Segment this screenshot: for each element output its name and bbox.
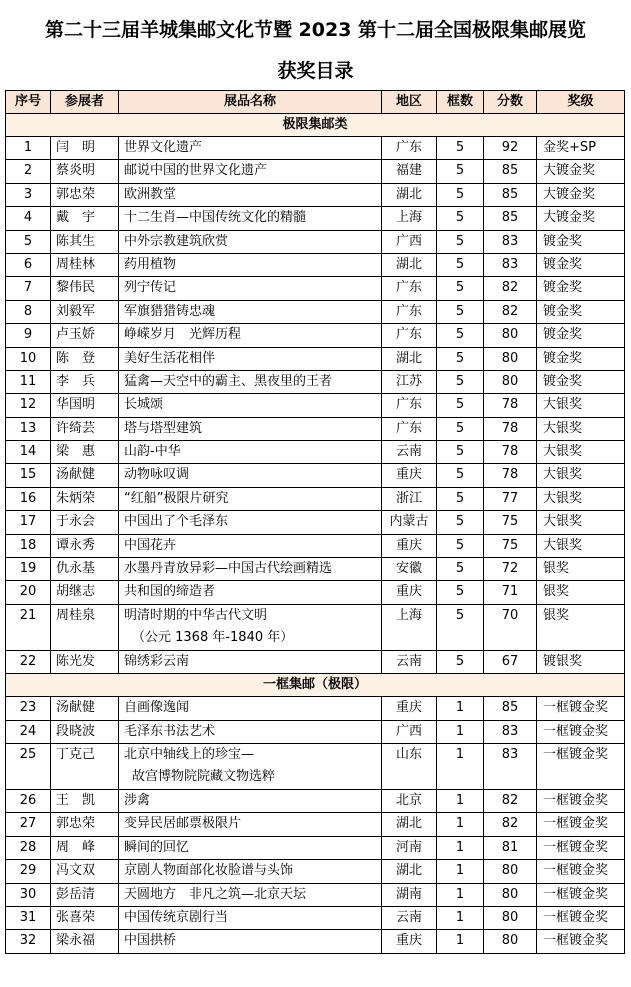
frame-count: 5 bbox=[437, 370, 484, 393]
region: 广东 bbox=[382, 277, 437, 300]
region: 江苏 bbox=[382, 370, 437, 393]
row-number: 25 bbox=[6, 743, 51, 789]
score: 80 bbox=[484, 347, 537, 370]
table-row bbox=[6, 230, 625, 253]
score: 71 bbox=[484, 581, 537, 604]
exhibit-title: 中国花卉 bbox=[119, 534, 382, 557]
exhibitor-name: 黎伟民 bbox=[51, 277, 119, 300]
table-row bbox=[6, 558, 625, 581]
row-number: 29 bbox=[6, 860, 51, 883]
frame-count: 5 bbox=[437, 230, 484, 253]
exhibit-title: 长城颂 bbox=[119, 394, 382, 417]
row-number: 27 bbox=[6, 813, 51, 836]
award-level: 一框镀金奖 bbox=[537, 860, 625, 883]
table-row bbox=[6, 581, 625, 604]
exhibit-title: 军旗猎猎铸忠魂 bbox=[119, 300, 382, 323]
frame-count: 1 bbox=[437, 697, 484, 720]
exhibit-title: 毛泽东书法艺术 bbox=[119, 720, 382, 743]
exhibitor-name: 李 兵 bbox=[51, 370, 119, 393]
row-number: 9 bbox=[6, 324, 51, 347]
frame-count: 1 bbox=[437, 720, 484, 743]
score: 81 bbox=[484, 836, 537, 859]
section-header-one-frame bbox=[6, 674, 625, 697]
region: 重庆 bbox=[382, 930, 437, 953]
exhibit-title: 锦绣彩云南 bbox=[119, 650, 382, 673]
award-level: 大镀金奖 bbox=[537, 207, 625, 230]
exhibitor-name: 郭忠荣 bbox=[51, 813, 119, 836]
award-level: 大银奖 bbox=[537, 487, 625, 510]
table-row bbox=[6, 183, 625, 206]
award-level: 银奖 bbox=[537, 604, 625, 650]
table-row bbox=[6, 650, 625, 673]
score: 80 bbox=[484, 906, 537, 929]
table-row bbox=[6, 207, 625, 230]
region: 内蒙古 bbox=[382, 511, 437, 534]
exhibitor-name: 戴 宇 bbox=[51, 207, 119, 230]
region: 广西 bbox=[382, 230, 437, 253]
score: 83 bbox=[484, 743, 537, 789]
row-number: 18 bbox=[6, 534, 51, 557]
region: 广东 bbox=[382, 137, 437, 160]
row-number: 28 bbox=[6, 836, 51, 859]
exhibitor-name: 丁克己 bbox=[51, 743, 119, 789]
table-row bbox=[6, 137, 625, 160]
frame-count: 1 bbox=[437, 860, 484, 883]
score: 72 bbox=[484, 558, 537, 581]
frame-count: 5 bbox=[437, 137, 484, 160]
exhibitor-name: 彭岳清 bbox=[51, 883, 119, 906]
exhibitor-name: 汤献健 bbox=[51, 697, 119, 720]
table-row bbox=[6, 324, 625, 347]
award-level: 银奖 bbox=[537, 581, 625, 604]
row-number: 7 bbox=[6, 277, 51, 300]
score: 83 bbox=[484, 253, 537, 276]
frame-count: 5 bbox=[437, 487, 484, 510]
exhibit-title: 涉禽 bbox=[119, 789, 382, 812]
score: 80 bbox=[484, 860, 537, 883]
frame-count: 5 bbox=[437, 394, 484, 417]
exhibitor-name: 胡继志 bbox=[51, 581, 119, 604]
exhibitor-name: 陈其生 bbox=[51, 230, 119, 253]
region: 北京 bbox=[382, 789, 437, 812]
table-row bbox=[6, 813, 625, 836]
exhibitor-name: 陈光发 bbox=[51, 650, 119, 673]
row-number: 26 bbox=[6, 789, 51, 812]
score: 83 bbox=[484, 230, 537, 253]
row-number: 15 bbox=[6, 464, 51, 487]
region: 湖北 bbox=[382, 253, 437, 276]
table-row bbox=[6, 743, 625, 789]
frame-count: 5 bbox=[437, 207, 484, 230]
frame-count: 5 bbox=[437, 277, 484, 300]
exhibit-title: 京剧人物面部化妆脸谱与头饰 bbox=[119, 860, 382, 883]
header-row bbox=[6, 91, 625, 114]
header-frames: 框数 bbox=[437, 91, 484, 114]
exhibit-title: 天圆地方 非凡之筑—北京天坛 bbox=[119, 883, 382, 906]
exhibit-title: 列宁传记 bbox=[119, 277, 382, 300]
exhibitor-name: 陈 登 bbox=[51, 347, 119, 370]
frame-count: 5 bbox=[437, 324, 484, 347]
exhibitor-name: 谭永秀 bbox=[51, 534, 119, 557]
score: 80 bbox=[484, 930, 537, 953]
region: 安徽 bbox=[382, 558, 437, 581]
award-level: 镀金奖 bbox=[537, 230, 625, 253]
award-level: 金奖+SP bbox=[537, 137, 625, 160]
row-number: 22 bbox=[6, 650, 51, 673]
exhibit-title-line2: （公元 1368 年-1840 年） bbox=[132, 629, 294, 645]
table-row bbox=[6, 370, 625, 393]
award-level: 镀金奖 bbox=[537, 253, 625, 276]
score: 78 bbox=[484, 464, 537, 487]
region: 湖北 bbox=[382, 860, 437, 883]
award-level: 大银奖 bbox=[537, 511, 625, 534]
score: 85 bbox=[484, 207, 537, 230]
award-level: 镀金奖 bbox=[537, 347, 625, 370]
row-number: 17 bbox=[6, 511, 51, 534]
row-number: 2 bbox=[6, 160, 51, 183]
exhibitor-name: 王 凯 bbox=[51, 789, 119, 812]
exhibit-title: 美好生活花相伴 bbox=[119, 347, 382, 370]
row-number: 32 bbox=[6, 930, 51, 953]
exhibit-title bbox=[119, 743, 382, 789]
table-row bbox=[6, 534, 625, 557]
region: 河南 bbox=[382, 836, 437, 859]
exhibitor-name: 于永会 bbox=[51, 511, 119, 534]
row-number: 1 bbox=[6, 137, 51, 160]
score: 78 bbox=[484, 417, 537, 440]
score: 85 bbox=[484, 160, 537, 183]
region: 重庆 bbox=[382, 581, 437, 604]
score: 82 bbox=[484, 789, 537, 812]
row-number: 6 bbox=[6, 253, 51, 276]
award-level: 一框镀金奖 bbox=[537, 789, 625, 812]
region: 广东 bbox=[382, 324, 437, 347]
score: 78 bbox=[484, 394, 537, 417]
region: 湖北 bbox=[382, 813, 437, 836]
header-exhibitor: 参展者 bbox=[51, 91, 119, 114]
region: 福建 bbox=[382, 160, 437, 183]
table-row bbox=[6, 160, 625, 183]
frame-count: 5 bbox=[437, 300, 484, 323]
region: 广东 bbox=[382, 417, 437, 440]
table-row bbox=[6, 720, 625, 743]
award-level: 一框镀金奖 bbox=[537, 906, 625, 929]
award-level: 一框镀金奖 bbox=[537, 836, 625, 859]
score: 70 bbox=[484, 604, 537, 650]
row-number: 16 bbox=[6, 487, 51, 510]
award-level: 镀金奖 bbox=[537, 277, 625, 300]
exhibit-title: 十二生肖—中国传统文化的精髓 bbox=[119, 207, 382, 230]
exhibit-title: 邮说中国的世界文化遗产 bbox=[119, 160, 382, 183]
score: 67 bbox=[484, 650, 537, 673]
frame-count: 5 bbox=[437, 534, 484, 557]
table-row bbox=[6, 464, 625, 487]
header-region: 地区 bbox=[382, 91, 437, 114]
row-number: 14 bbox=[6, 441, 51, 464]
region: 重庆 bbox=[382, 534, 437, 557]
header-score: 分数 bbox=[484, 91, 537, 114]
header-exhibit: 展品名称 bbox=[119, 91, 382, 114]
frame-count: 5 bbox=[437, 581, 484, 604]
region: 湖北 bbox=[382, 347, 437, 370]
table-row bbox=[6, 441, 625, 464]
score: 75 bbox=[484, 511, 537, 534]
table-row bbox=[6, 253, 625, 276]
award-level: 大银奖 bbox=[537, 464, 625, 487]
frame-count: 5 bbox=[437, 441, 484, 464]
frame-count: 1 bbox=[437, 930, 484, 953]
frame-count: 5 bbox=[437, 511, 484, 534]
frame-count: 5 bbox=[437, 160, 484, 183]
row-number: 10 bbox=[6, 347, 51, 370]
score: 83 bbox=[484, 720, 537, 743]
frame-count: 5 bbox=[437, 253, 484, 276]
table-row bbox=[6, 394, 625, 417]
exhibit-title: 水墨丹青放异彩—中国古代绘画精选 bbox=[119, 558, 382, 581]
exhibitor-name: 梁永福 bbox=[51, 930, 119, 953]
exhibit-title: 中国出了个毛泽东 bbox=[119, 511, 382, 534]
table-row bbox=[6, 860, 625, 883]
row-number: 19 bbox=[6, 558, 51, 581]
region: 重庆 bbox=[382, 697, 437, 720]
region: 云南 bbox=[382, 441, 437, 464]
award-level: 一框镀金奖 bbox=[537, 930, 625, 953]
exhibit-title bbox=[119, 604, 382, 650]
exhibit-title: 猛禽—天空中的霸主、黑夜里的王者 bbox=[119, 370, 382, 393]
score: 82 bbox=[484, 300, 537, 323]
exhibit-title-line2: 故宫博物院院藏文物选粹 bbox=[132, 768, 276, 784]
award-level: 一框镀金奖 bbox=[537, 813, 625, 836]
frame-count: 1 bbox=[437, 906, 484, 929]
frame-count: 5 bbox=[437, 183, 484, 206]
exhibit-title: 世界文化遗产 bbox=[119, 137, 382, 160]
score: 82 bbox=[484, 277, 537, 300]
table-row bbox=[6, 697, 625, 720]
table-row bbox=[6, 604, 625, 650]
score: 80 bbox=[484, 883, 537, 906]
score: 92 bbox=[484, 137, 537, 160]
exhibitor-name: 朱炳荣 bbox=[51, 487, 119, 510]
region: 湖南 bbox=[382, 883, 437, 906]
award-level: 镀金奖 bbox=[537, 324, 625, 347]
exhibit-title-line1: 明清时期的中华古代文明 bbox=[124, 607, 268, 623]
frame-count: 1 bbox=[437, 813, 484, 836]
award-level: 大银奖 bbox=[537, 417, 625, 440]
document-title: 第二十三届羊城集邮文化节暨 2023 第十二届全国极限集邮展览 bbox=[44, 19, 587, 41]
award-level: 银奖 bbox=[537, 558, 625, 581]
award-level: 大镀金奖 bbox=[537, 160, 625, 183]
exhibitor-name: 张喜荣 bbox=[51, 906, 119, 929]
frame-count: 1 bbox=[437, 836, 484, 859]
region: 广东 bbox=[382, 394, 437, 417]
award-table bbox=[5, 90, 625, 954]
document-subtitle: 获奖目录 bbox=[277, 60, 354, 82]
section-title: 一框集邮（极限） bbox=[6, 674, 625, 697]
section-header-maximaphily bbox=[6, 114, 625, 137]
row-number: 30 bbox=[6, 883, 51, 906]
exhibit-title: 瞬间的回忆 bbox=[119, 836, 382, 859]
award-level: 一框镀金奖 bbox=[537, 697, 625, 720]
score: 85 bbox=[484, 697, 537, 720]
row-number: 3 bbox=[6, 183, 51, 206]
exhibitor-name: 梁 惠 bbox=[51, 441, 119, 464]
frame-count: 1 bbox=[437, 789, 484, 812]
frame-count: 5 bbox=[437, 650, 484, 673]
row-number: 23 bbox=[6, 697, 51, 720]
region: 湖北 bbox=[382, 183, 437, 206]
exhibit-title: 山韵-中华 bbox=[119, 441, 382, 464]
region: 上海 bbox=[382, 207, 437, 230]
row-number: 20 bbox=[6, 581, 51, 604]
score: 78 bbox=[484, 441, 537, 464]
award-level: 镀银奖 bbox=[537, 650, 625, 673]
row-number: 24 bbox=[6, 720, 51, 743]
exhibit-title: 动物咏叹调 bbox=[119, 464, 382, 487]
exhibit-title: 共和国的缔造者 bbox=[119, 581, 382, 604]
table-row bbox=[6, 417, 625, 440]
exhibit-title: 中外宗教建筑欣赏 bbox=[119, 230, 382, 253]
exhibit-title: 药用植物 bbox=[119, 253, 382, 276]
row-number: 12 bbox=[6, 394, 51, 417]
frame-count: 5 bbox=[437, 417, 484, 440]
exhibit-title: 变异民居邮票极限片 bbox=[119, 813, 382, 836]
award-level: 大银奖 bbox=[537, 394, 625, 417]
exhibitor-name: 郭忠荣 bbox=[51, 183, 119, 206]
exhibitor-name: 仇永基 bbox=[51, 558, 119, 581]
header-no: 序号 bbox=[6, 91, 51, 114]
frame-count: 5 bbox=[437, 604, 484, 650]
award-level: 大银奖 bbox=[537, 534, 625, 557]
row-number: 8 bbox=[6, 300, 51, 323]
region: 云南 bbox=[382, 650, 437, 673]
header-award: 奖级 bbox=[537, 91, 625, 114]
exhibitor-name: 刘毅军 bbox=[51, 300, 119, 323]
exhibit-title: “红船”极限片研究 bbox=[119, 487, 382, 510]
exhibit-title: 峥嵘岁月 光辉历程 bbox=[119, 324, 382, 347]
table-row bbox=[6, 487, 625, 510]
award-level: 一框镀金奖 bbox=[537, 743, 625, 789]
region: 广西 bbox=[382, 720, 437, 743]
exhibit-title: 塔与塔型建筑 bbox=[119, 417, 382, 440]
exhibitor-name: 华国明 bbox=[51, 394, 119, 417]
frame-count: 5 bbox=[437, 347, 484, 370]
score: 80 bbox=[484, 370, 537, 393]
award-level: 镀金奖 bbox=[537, 300, 625, 323]
region: 广东 bbox=[382, 300, 437, 323]
exhibit-title: 欧洲教堂 bbox=[119, 183, 382, 206]
table-row bbox=[6, 836, 625, 859]
frame-count: 1 bbox=[437, 743, 484, 789]
exhibitor-name: 许绮芸 bbox=[51, 417, 119, 440]
row-number: 5 bbox=[6, 230, 51, 253]
region: 山东 bbox=[382, 743, 437, 789]
award-level: 一框镀金奖 bbox=[537, 720, 625, 743]
score: 80 bbox=[484, 324, 537, 347]
award-level: 镀金奖 bbox=[537, 370, 625, 393]
table-row bbox=[6, 789, 625, 812]
exhibitor-name: 周 峰 bbox=[51, 836, 119, 859]
frame-count: 5 bbox=[437, 558, 484, 581]
row-number: 4 bbox=[6, 207, 51, 230]
score: 82 bbox=[484, 813, 537, 836]
score: 75 bbox=[484, 534, 537, 557]
exhibit-title: 中国拱桥 bbox=[119, 930, 382, 953]
frame-count: 1 bbox=[437, 883, 484, 906]
region: 上海 bbox=[382, 604, 437, 650]
award-level: 一框镀金奖 bbox=[537, 883, 625, 906]
region: 云南 bbox=[382, 906, 437, 929]
exhibit-title: 自画像逸闻 bbox=[119, 697, 382, 720]
exhibitor-name: 冯文双 bbox=[51, 860, 119, 883]
exhibitor-name: 闫 明 bbox=[51, 137, 119, 160]
table-row bbox=[6, 300, 625, 323]
exhibitor-name: 段晓波 bbox=[51, 720, 119, 743]
frame-count: 5 bbox=[437, 464, 484, 487]
table-row bbox=[6, 930, 625, 953]
section-title: 极限集邮类 bbox=[6, 114, 625, 137]
table-row bbox=[6, 511, 625, 534]
exhibitor-name: 汤献健 bbox=[51, 464, 119, 487]
table-row bbox=[6, 277, 625, 300]
region: 重庆 bbox=[382, 464, 437, 487]
exhibit-title: 中国传统京剧行当 bbox=[119, 906, 382, 929]
table-row bbox=[6, 883, 625, 906]
score: 85 bbox=[484, 183, 537, 206]
row-number: 21 bbox=[6, 604, 51, 650]
region: 浙江 bbox=[382, 487, 437, 510]
row-number: 13 bbox=[6, 417, 51, 440]
table-row bbox=[6, 906, 625, 929]
table-row bbox=[6, 347, 625, 370]
exhibitor-name: 卢玉娇 bbox=[51, 324, 119, 347]
award-level: 大银奖 bbox=[537, 441, 625, 464]
row-number: 11 bbox=[6, 370, 51, 393]
score: 77 bbox=[484, 487, 537, 510]
exhibitor-name: 周桂林 bbox=[51, 253, 119, 276]
exhibitor-name: 周桂泉 bbox=[51, 604, 119, 650]
row-number: 31 bbox=[6, 906, 51, 929]
exhibit-title-line1: 北京中轴线上的珍宝— bbox=[124, 746, 255, 762]
award-level: 大镀金奖 bbox=[537, 183, 625, 206]
exhibitor-name: 蔡炎明 bbox=[51, 160, 119, 183]
